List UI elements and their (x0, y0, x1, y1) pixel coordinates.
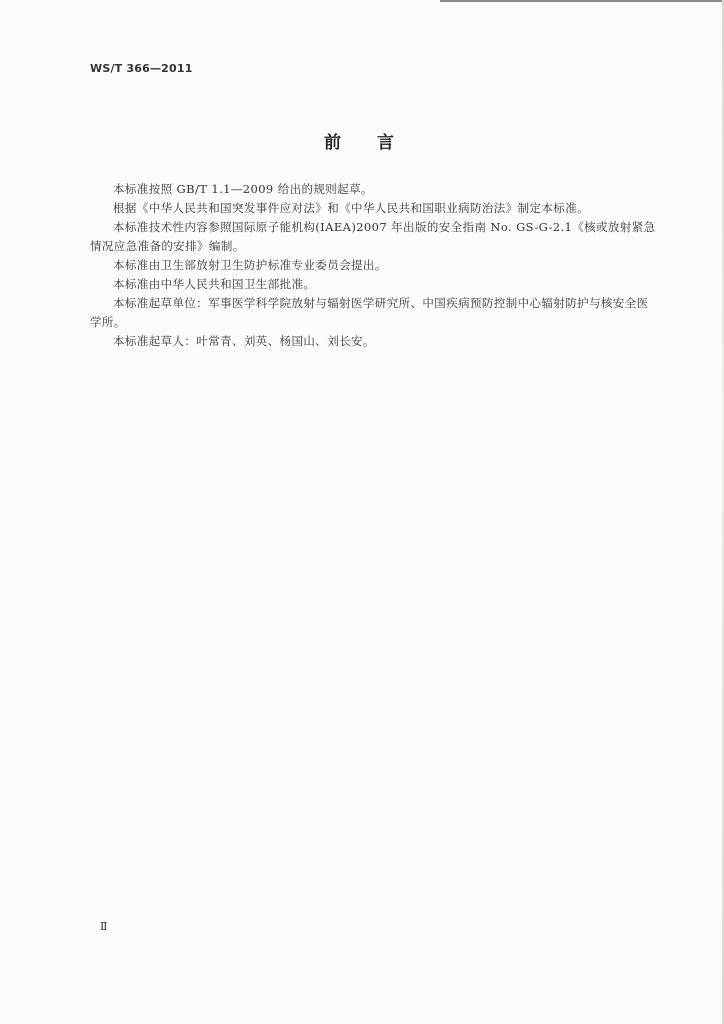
paragraph-iaea-reference: 本标准技术性内容参照国际原子能机构(IAEA)2007 年出版的安全指南 No. GS-G-2.1《核或放射紧急情况应急准备的安排》编制。 (90, 220, 656, 253)
paragraph-drafting-rules: 本标准按照 GB/T 1.1—2009 给出的规则起草。 (113, 182, 373, 196)
paragraph-drafters: 本标准起草人：叶常青、刘英、杨国山、刘长安。 (113, 334, 375, 348)
paragraph-approved-by: 本标准由中华人民共和国卫生部批准。 (113, 277, 316, 291)
top-rule (440, 0, 724, 2)
page-number: Ⅱ (100, 920, 108, 933)
document-code: WS/T 366—2011 (90, 62, 193, 75)
paragraph-legal-basis: 根据《中华人民共和国突发事件应对法》和《中华人民共和国职业病防治法》制定本标准。 (113, 201, 589, 215)
foreword-body (90, 180, 660, 351)
page-title: 前言 (324, 133, 430, 153)
paragraph-drafting-units: 本标准起草单位：军事医学科学院放射与辐射医学研究所、中国疾病预防控制中心辐射防护与核安全医学所。 (90, 296, 649, 329)
paragraph-proposed-by: 本标准由卫生部放射卫生防护标准专业委员会提出。 (113, 258, 387, 272)
